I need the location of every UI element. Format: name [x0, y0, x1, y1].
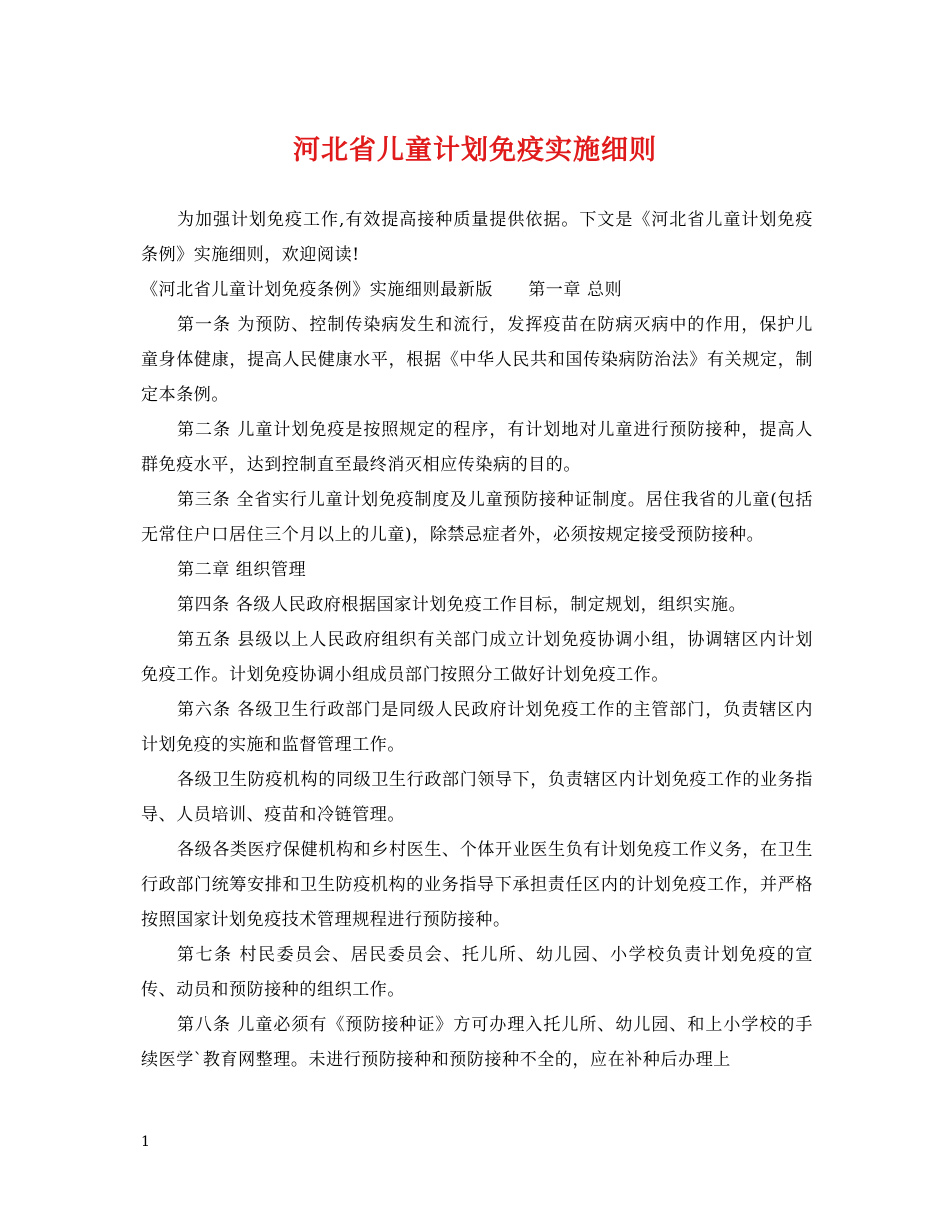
paragraph-article-5: 第五条 县级以上人民政府组织有关部门成立计划免疫协调小组，协调辖区内计划免疫工作。计划免疫协调小组成员部门按照分工做好计划免疫工作。 — [141, 630, 813, 685]
paragraph-article-8: 第八条 儿童必须有《预防接种证》方可办理入托儿所、幼儿园、和上小学校的手续医学`教育网整理。未进行预防接种和预防接种不全的，应在补种后办理上 — [141, 1015, 813, 1070]
document-title: 河北省儿童计划免疫实施细则 — [293, 135, 657, 166]
chapter-2-heading: 第二章 组织管理 — [177, 560, 307, 580]
document-body — [141, 203, 813, 1078]
paragraph-article-7: 第七条 村民委员会、居民委员会、托儿所、幼儿园、小学校负责计划免疫的宣传、动员和预防接种的组织工作。 — [141, 945, 813, 1000]
page-number: 1 — [141, 1134, 150, 1150]
paragraph-article-2: 第二条 儿童计划免疫是按照规定的程序，有计划地对儿童进行预防接种，提高人群免疫水平，达到控制直至最终消灭相应传染病的目的。 — [141, 420, 813, 475]
paragraph-subtitle: 《河北省儿童计划免疫条例》实施细则最新版 第一章 总则 — [141, 280, 623, 300]
paragraph-article-6: 第六条 各级卫生行政部门是同级人民政府计划免疫工作的主管部门，负责辖区内计划免疫的实施和监督管理工作。 — [141, 700, 813, 755]
paragraph-article-1: 第一条 为预防、控制传染病发生和流行，发挥疫苗在防病灭病中的作用，保护儿童身体健康，提高人民健康水平，根据《中华人民共和国传染病防治法》有关规定，制定本条例。 — [141, 315, 813, 405]
paragraph-article-4: 第四条 各级人民政府根据国家计划免疫工作目标，制定规划，组织实施。 — [177, 595, 747, 615]
paragraph-intro: 为加强计划免疫工作,有效提高接种质量提供依据。下文是《河北省儿童计划免疫条例》实施细则，欢迎阅读! — [141, 210, 813, 265]
paragraph-article-6-sub-1: 各级卫生防疫机构的同级卫生行政部门领导下，负责辖区内计划免疫工作的业务指导、人员培训、疫苗和冷链管理。 — [141, 770, 813, 825]
paragraph-article-3: 第三条 全省实行儿童计划免疫制度及儿童预防接种证制度。居住我省的儿童(包括无常住户口居住三个月以上的儿童)，除禁忌症者外，必须按规定接受预防接种。 — [141, 490, 813, 545]
paragraph-article-6-sub-2: 各级各类医疗保健机构和乡村医生、个体开业医生负有计划免疫工作义务，在卫生行政部门统筹安排和卫生防疫机构的业务指导下承担责任区内的计划免疫工作，并严格按照国家计划免疫技术管理规程进行预防接种。 — [141, 840, 813, 930]
